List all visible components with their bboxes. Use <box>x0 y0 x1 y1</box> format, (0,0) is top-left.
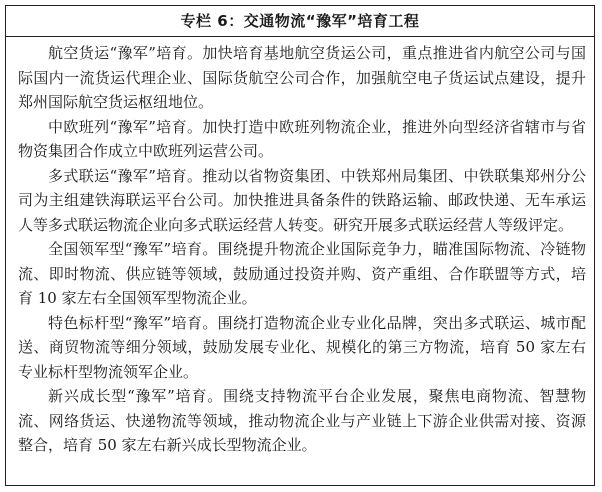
paragraph-multimodal-transport: 多式联运“豫军”培育。推动以省物资集团、中铁郑州局集团、中铁联集郑州分公司为主组建铁海联运平台公司。加快推进具备条件的铁路运输、邮政快递、无车承运人等多式联运物流企业向多式联运经营人转变。研究开展多式联运经营人等级评定。 <box>18 166 586 234</box>
column-content <box>6 37 594 458</box>
paragraph-specialty-benchmark: 特色标杆型“豫军”培育。围绕打造物流企业专业化品牌，突出多式联运、城市配送、商贸物流等细分领域，鼓励发展专业化、规模化的第三方物流，培育 50 家左右专业标杆型物流领军企业。 <box>18 313 586 381</box>
paragraph-air-cargo: 航空货运“豫军”培育。加快培育基地航空货运公司，重点推进省内航空公司与国际国内一流货运代理企业、国际货航空公司合作，加强航空电子货运试点建设，提升郑州国际航空货运枢纽地位。 <box>18 44 586 111</box>
paragraph-national-leader: 全国领军型“豫军”培育。围绕提升物流企业国际竞争力，瞄准国际物流、冷链物流、即时物流、供应链等领域，鼓励通过投资并购、资产重组、合作联盟等方式，培育 10 家左右全国领军型物流企业。 <box>18 240 586 307</box>
paragraph-emerging-growth: 新兴成长型“豫军”培育。围绕支持物流平台企业发展，聚焦电商物流、智慧物流、网络货运、快递物流等领域，推动物流企业与产业链上下游企业供需对接、资源整合，培育 50 家左右新兴成长型物流企业。 <box>18 387 586 454</box>
paragraph-china-europe-railway: 中欧班列“豫军”培育。加快打造中欧班列物流企业，推进外向型经济省辖市与省物资集团合作成立中欧班列运营公司。 <box>18 117 586 160</box>
column-title: 专栏 6：交通物流“豫军”培育工程 <box>6 6 594 37</box>
column-box <box>5 5 595 486</box>
